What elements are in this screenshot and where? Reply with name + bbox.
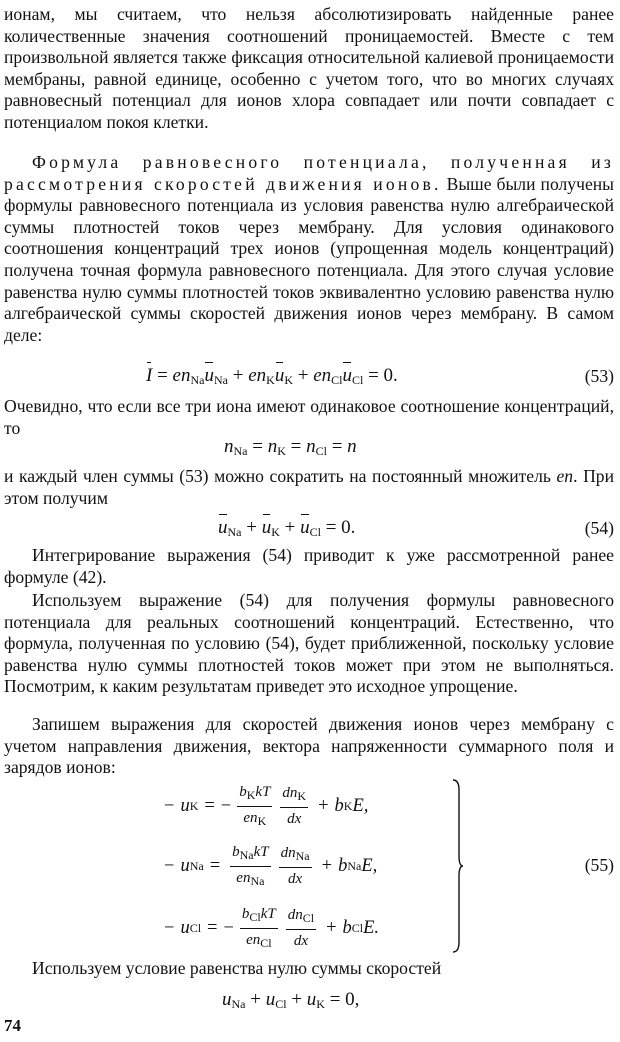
equation-55-number: (55) bbox=[584, 855, 614, 875]
equation-53-number: (53) bbox=[584, 366, 614, 386]
paragraph-5: Интегрирование выражения (54) приводит к уже рассмотренной ранее формуле (42). bbox=[4, 545, 614, 587]
page-number: 74 bbox=[4, 1016, 21, 1035]
equation-55-row-cl: − u Cl = − $\frac{b_{Cl}kT}{en_{Cl}}$ $\frac{dn_{Cl}}{dx}$ + b Cl E. bbox=[164, 905, 380, 950]
equation-54-number: (54) bbox=[584, 518, 614, 538]
paragraph-7: Запишем выражения для скоростей движения ионов через мембрану с учетом направления движения, вектора напряженности суммарного поля и зарядов ионов: bbox=[4, 714, 614, 778]
equation-55-row-na: − u Na = $\frac{b_{Na}kT}{en_{Na}}$ $\frac{dn_{Na}}{dx}$ + b Na E, bbox=[164, 843, 378, 888]
equation-55-row-k: − u K = − $\frac{b_KkT}{en_K}$ $\frac{dn_K}{dx}$ + b K E, bbox=[164, 783, 369, 828]
velocity-sum-equation: $u_{Na} + u_{Cl} + u_K = 0$, bbox=[222, 989, 360, 1011]
section-heading: Формула равновесного потенциала, полученная из рассмотрения скоростей движения ионов. bbox=[4, 152, 614, 194]
paragraph-1: ионам, мы считаем, что нельзя абсолютизировать найденные ранее количественные значения соотношений проницаемостей. Вместе с тем произвольной является также фиксация относительной калиевой проницаемости мембраны, равной единице, особенно с учетом того, что во многих случаях равновесный потенциал для ионов хлора совпадает или почти совпадает с потенциалом покоя клетки. bbox=[4, 4, 614, 132]
equation-53: $I = en_{Na}u_{Na} + en_Ku_K + en_{Cl}u_{Cl} = 0$. (53) bbox=[0, 361, 614, 391]
equation-54: $u_{Na} + u_K + u_{Cl} = 0$. (54) bbox=[0, 513, 614, 543]
paragraph-2-body: Выше были получены формулы равновесного потенциала из условия равенства нулю алгебраической суммы плотностей токов через мембрану. Для условия одинакового соотношения концентраций трех ионов (упрощенная модель концентраций) получена точная формула равновесного потенциала. Для этого случая условие равенства нулю суммы плотностей токов эквивалентно условию равенства нулю алгебраической суммы скоростей движения ионов через мембрану. В самом деле: bbox=[4, 173, 614, 345]
concentration-equality: $n_{Na} = n_K = n_{Cl} = n$ bbox=[224, 436, 357, 458]
paragraph-8: Используем условие равенства нулю суммы скоростей bbox=[32, 958, 442, 978]
paragraph-3: Очевидно, что если все три иона имеют одинаковое соотношение концентраций, то bbox=[4, 396, 614, 438]
constant-en: en bbox=[556, 466, 574, 486]
right-brace-icon bbox=[452, 778, 464, 954]
paragraph-2 bbox=[4, 152, 614, 346]
paragraph-6: Используем выражение (54) для получения формулы равновесного потенциала для реальных соотношений концентраций. Естественно, что формула, полученная по условию (54), будет приближенной, поскольку условие равенства нулю суммы плотностей токов может при этом не выполняться. Посмотрим, к каким результатам приведет это исходное упрощение. bbox=[4, 590, 614, 697]
paragraph-4: и каждый член суммы (53) можно сократить на постоянный множитель en. При этом получим bbox=[4, 466, 614, 508]
